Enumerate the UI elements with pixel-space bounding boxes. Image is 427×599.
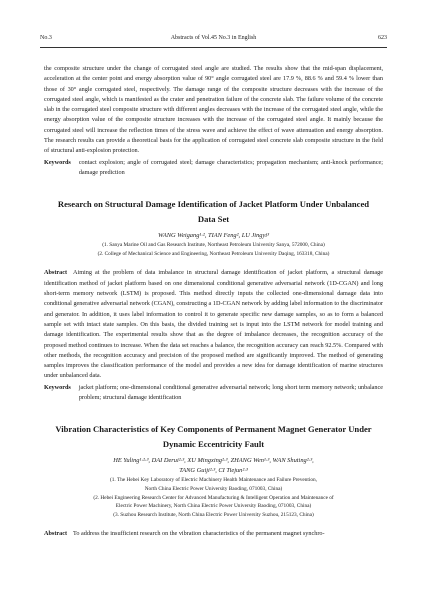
issue-number: No.3 (40, 35, 52, 41)
keywords-row (44, 158, 383, 179)
abstract-text: Aiming at the problem of data imbalance in structural damage identification of jacket platform, a structural damage identification method of jacket platform based on one dimensional conditional generative adversarial network (1D-CGAN) and long short-term memory network (LSTM) is proposed. This method directly inputs the collected one-dimensional damage data into conditional generative adversarial network (CGAN), constructing a 1D-CGAN network by adding label information to the discriminator and generator. In addition, it uses label information to control it to generate specific new damage samples, so as to form a balanced sample set with intact state samples. On this basis, the divided training set is input into the LSTM network for model training and damage identification. The experimental results show that as the degree of imbalance decreases, the recognition accuracy of the proposed method continues to increase. When the data set reaches a balance, the recognition accuracy can reach 92.5%. Compared with other methods, the recognition accuracy and precision of the proposed method are significantly improved. The method of generating samples improves the classification performance of the model and provides a new idea for damage identification of marine structures under unbalanced data. (44, 269, 383, 380)
affiliation: (1. Sanya Marine Oil and Gas Research Institute, Northeast Petroleum University Sanya, 572000, China) (102, 242, 325, 249)
abstract-label: Abstract (44, 530, 68, 538)
previous-abstract-continuation (44, 64, 383, 178)
author-list: WANG Weigang¹·², TIAN Feng², LU Jingyi³ (158, 232, 269, 240)
affiliation: (2. College of Mechanical Science and Engineering, Northeast Petroleum University Daqing, 163318, China) (97, 250, 330, 257)
page-number: 623 (378, 35, 387, 41)
keywords-text: jacket platform; one-dimensional conditional generative adversarial network; long short term memory network; unbalance problem; structural damage identification (78, 383, 383, 402)
article-abstract (44, 529, 383, 539)
keywords-text: contact explosion; angle of corrugated steel; damage characteristics; propagation mechanism; anti-knock performance; damage prediction (78, 158, 383, 176)
article-title: Research on Structural Damage Identification of Jacket Platform Under Unbalanced Data Set (57, 199, 370, 225)
abstract-text: To address the insufficient research on the vibration characteristics of the permanent magnet synchro- (73, 530, 325, 538)
article-abstract (44, 268, 383, 403)
article-title: Vibration Characteristics of Key Components of Permanent Magnet Generator Under Dynamic Eccentricity Fault (55, 424, 372, 450)
author-list-line-2: TANG Guiji²·³, CI Tiejun²·³ (179, 467, 248, 475)
abstract-paragraph (44, 268, 383, 381)
running-header (40, 35, 387, 45)
article-authors (44, 231, 383, 241)
affiliation: North China Electric Power University Baoding, 071003, China) (144, 485, 283, 492)
abstract-continuation-text: the composite structure under the change of corrugated steel angle are studied. The results show that the mid-span displacement, acceleration at the center point and energy absorption value of 90° angle corrugated steel are 17.9 %, 88.6 % and 59.4 % lower than those of 30° angle corrugated steel, respectively. The damage range of the composite structure decreases with the increase of the corrugated steel angle, which is manifested as the crater and penetration failure of the concrete slab. The failure volume of the concrete slab in the corrugated steel composite structure with different angles decreases with the increase of the corrugated steel angle, while the energy absorption value of the composite structure increases with the increase of the corrugated steel angle. It mainly because the corrugated steel will increase the reflection times of the stress wave and achieve the effect of wave attenuation and energy absorption. The research results can provide a theoretical basis for the application of corrugated steel concrete slab composite structure in the field of structural anti-explosion protection. (44, 65, 383, 155)
abstract-label: Abstract (44, 269, 68, 277)
article-authors (44, 456, 383, 476)
keywords-label: Keywords (44, 158, 71, 166)
author-list-line-1: HE Yuling¹·²·³, DAI Derui²·³, XU Mingxing²·³, ZHANG Wen¹·³, WAN Shuting²·³, (113, 457, 314, 465)
header-rule (40, 47, 387, 48)
affiliation: (1. The Hebei Key Laboratory of Electric Machinery Health Maintenance and Failure Prevention, (110, 477, 317, 484)
keywords-row (44, 383, 383, 404)
abstract-paragraph (44, 529, 383, 539)
page-body (44, 64, 383, 540)
affiliation: Electric Power Machinery, North China Electric Power University Baoding, 071003, China) (115, 503, 312, 510)
affiliation: (2. Hebei Engineering Research Center for Advanced Manufacturing & Intelligent Operation and Maintenance of (93, 494, 334, 501)
journal-section-title: Abstracts of Vol.45 No.3 in English (170, 35, 257, 41)
affiliation: (3. Suzhou Research Institute, North China Electric Power University Suzhou, 215123, China) (113, 511, 314, 518)
keywords-label: Keywords (44, 383, 71, 391)
